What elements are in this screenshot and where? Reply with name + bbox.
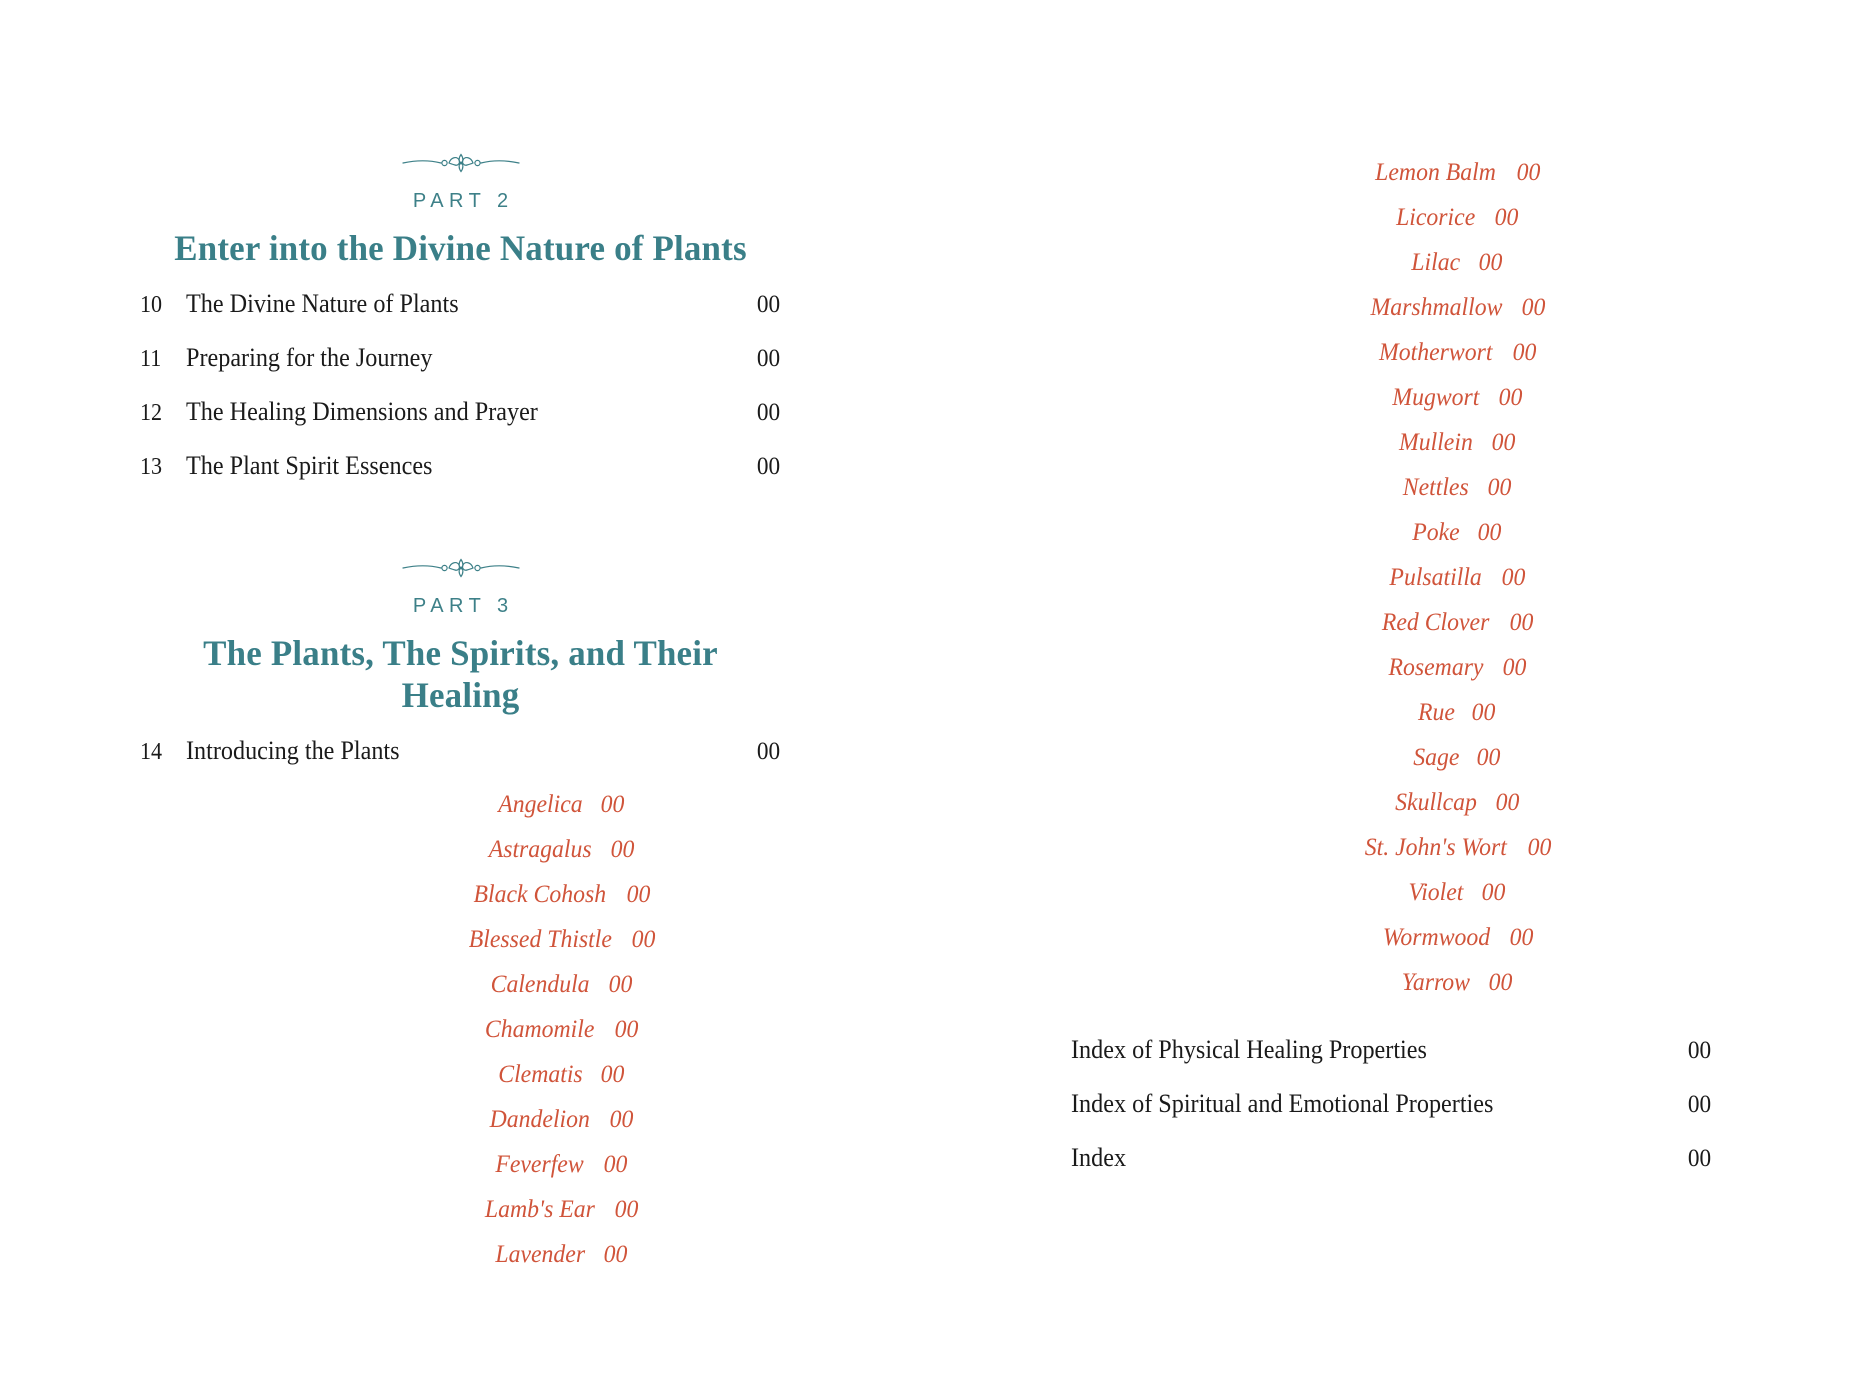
plant-name: Sage [1412,744,1460,771]
chapter-row[interactable] [140,291,781,317]
plant-list-item[interactable] [340,882,781,907]
chapter-list-part-3 [140,738,781,764]
chapter-title: Introducing the Plants [186,736,400,765]
plant-list-item[interactable] [340,1242,781,1267]
index-row[interactable] [1071,1145,1712,1171]
plant-name: Lemon Balm [1375,159,1497,186]
plant-page-number: 00 [614,1016,639,1043]
plant-name: Feverfew [495,1151,585,1178]
chapter-page-number: 00 [756,399,781,426]
plant-name: Calendula [490,971,590,998]
plant-name: Skullcap [1395,789,1477,816]
right-page [931,0,1862,1396]
chapter-row[interactable] [140,345,781,371]
plant-name: Poke [1412,519,1460,546]
plant-page-number: 00 [1487,474,1512,501]
plant-page-number: 00 [608,971,633,998]
chapter-number: 13 [140,454,163,480]
plant-list-item[interactable] [340,1197,781,1222]
index-title: Index of Spiritual and Emotional Properties [1071,1089,1494,1118]
plant-name: Lamb's Ear [484,1196,595,1223]
plant-list-item[interactable] [1221,700,1692,725]
chapter-row[interactable] [140,453,781,479]
plant-name: Black Cohosh [473,881,607,908]
plant-page-number: 00 [601,791,625,818]
plant-list-item[interactable] [1221,520,1692,545]
plant-page-number: 00 [1516,159,1540,186]
plant-list-item[interactable] [1221,340,1692,365]
plant-list-item[interactable] [340,792,781,817]
chapter-title: The Healing Dimensions and Prayer [186,397,538,426]
index-row[interactable] [1071,1037,1712,1063]
plant-list-item[interactable] [340,837,781,862]
plant-page-number: 00 [1488,969,1513,996]
plant-page-number: 00 [1509,609,1533,636]
plant-name: Pulsatilla [1389,564,1483,591]
plant-page-number: 00 [1472,699,1496,726]
plant-page-number: 00 [1522,294,1546,321]
plant-list-item[interactable] [1221,205,1692,230]
chapter-page-number: 00 [756,738,781,765]
floral-divider-ornament [140,150,781,176]
plant-name: Clematis [497,1061,583,1088]
plant-page-number: 00 [1527,834,1552,861]
chapter-number: 10 [140,292,163,318]
plant-list-item[interactable] [1221,745,1692,770]
plant-name: Lavender [495,1241,585,1268]
part-section-3 [140,555,781,1267]
plant-page-number: 00 [1512,339,1537,366]
plant-list-item[interactable] [1221,880,1692,905]
plant-list-item[interactable] [340,1017,781,1042]
plant-name: Red Clover [1382,609,1490,636]
plant-list-item[interactable] [340,1152,781,1177]
plant-page-number: 00 [614,1196,639,1223]
plant-name: Marshmallow [1370,294,1502,321]
plant-page-number: 00 [626,881,651,908]
plant-name: Rosemary [1388,654,1484,681]
plant-list-item[interactable] [1221,970,1692,995]
plant-name: Astragalus [488,836,592,863]
plant-name: Licorice [1396,204,1476,231]
plant-page-number: 00 [603,1241,628,1268]
plant-list-right [1071,160,1712,995]
chapter-list-part-2 [140,291,781,479]
index-title: Index [1071,1143,1127,1172]
plant-list-item[interactable] [1221,655,1692,680]
chapter-number: 12 [140,400,163,426]
part-section-2 [140,150,781,479]
plant-list-item[interactable] [1221,835,1692,860]
plant-page-number: 00 [631,926,656,953]
plant-page-number: 00 [1501,564,1525,591]
index-title: Index of Physical Healing Properties [1071,1035,1427,1064]
chapter-row[interactable] [140,738,781,764]
index-page-number: 00 [1687,1091,1712,1118]
plant-list-item[interactable] [1221,250,1692,275]
plant-name: Rue [1417,699,1455,726]
plant-page-number: 00 [1481,879,1506,906]
chapter-number: 11 [140,346,162,372]
chapter-page-number: 00 [756,291,781,318]
plant-list-item[interactable] [1221,295,1692,320]
plant-list-item[interactable] [1221,385,1692,410]
plant-name: Mugwort [1392,384,1480,411]
part-title: The Plants, The Spirits, and Their Healing [203,633,718,715]
plant-page-number: 00 [610,836,635,863]
plant-name: Violet [1408,879,1464,906]
part-label: PART 3 [412,595,514,617]
section-spacer [140,507,781,555]
plant-page-number: 00 [1477,519,1502,546]
chapter-page-number: 00 [756,453,781,480]
plant-page-number: 00 [1495,789,1520,816]
plant-name: Motherwort [1379,339,1493,366]
plant-name: Lilac [1411,249,1461,276]
plant-list-item[interactable] [1221,565,1692,590]
plant-name: Wormwood [1382,924,1490,951]
plant-list-item[interactable] [1221,160,1692,185]
index-entry-list [1071,1037,1712,1171]
plant-name: Angelica [497,791,583,818]
plant-name: Nettles [1403,474,1469,501]
index-page-number: 00 [1687,1037,1712,1064]
chapter-title: The Divine Nature of Plants [186,289,459,318]
plant-name: Mullein [1399,429,1473,456]
plant-page-number: 00 [1509,924,1533,951]
plant-page-number: 00 [1476,744,1501,771]
plant-list-left [140,792,781,1267]
part-title: Enter into the Divine Nature of Plants [174,228,747,268]
plant-page-number: 00 [1491,429,1516,456]
plant-name: Yarrow [1401,969,1471,996]
plant-list-item[interactable] [340,927,781,952]
plant-name: St. John's Wort [1364,834,1508,861]
plant-name: Blessed Thistle [468,926,612,953]
plant-name: Chamomile [485,1016,595,1043]
plant-list-item[interactable] [1221,475,1692,500]
plant-page-number: 00 [609,1106,634,1133]
plant-list-item[interactable] [340,972,781,997]
plant-page-number: 00 [603,1151,627,1178]
plant-page-number: 00 [601,1061,625,1088]
floral-divider-ornament [140,555,781,581]
plant-page-number: 00 [1502,654,1527,681]
chapter-title: The Plant Spirit Essences [186,451,433,480]
plant-list-item[interactable] [1221,430,1692,455]
part-label: PART 2 [412,190,514,212]
chapter-page-number: 00 [756,345,781,372]
plant-name: Dandelion [489,1106,591,1133]
index-row[interactable] [1071,1091,1712,1117]
plant-page-number: 00 [1498,384,1523,411]
plant-list-item[interactable] [340,1107,781,1132]
plant-list-item[interactable] [1221,610,1692,635]
plant-list-item[interactable] [1221,925,1692,950]
chapter-row[interactable] [140,399,781,425]
plant-page-number: 00 [1478,249,1503,276]
chapter-number: 14 [140,739,163,765]
chapter-title: Preparing for the Journey [186,343,433,372]
index-page-number: 00 [1687,1145,1712,1172]
plant-list-item[interactable] [340,1062,781,1087]
plant-page-number: 00 [1494,204,1519,231]
plant-list-item[interactable] [1221,790,1692,815]
